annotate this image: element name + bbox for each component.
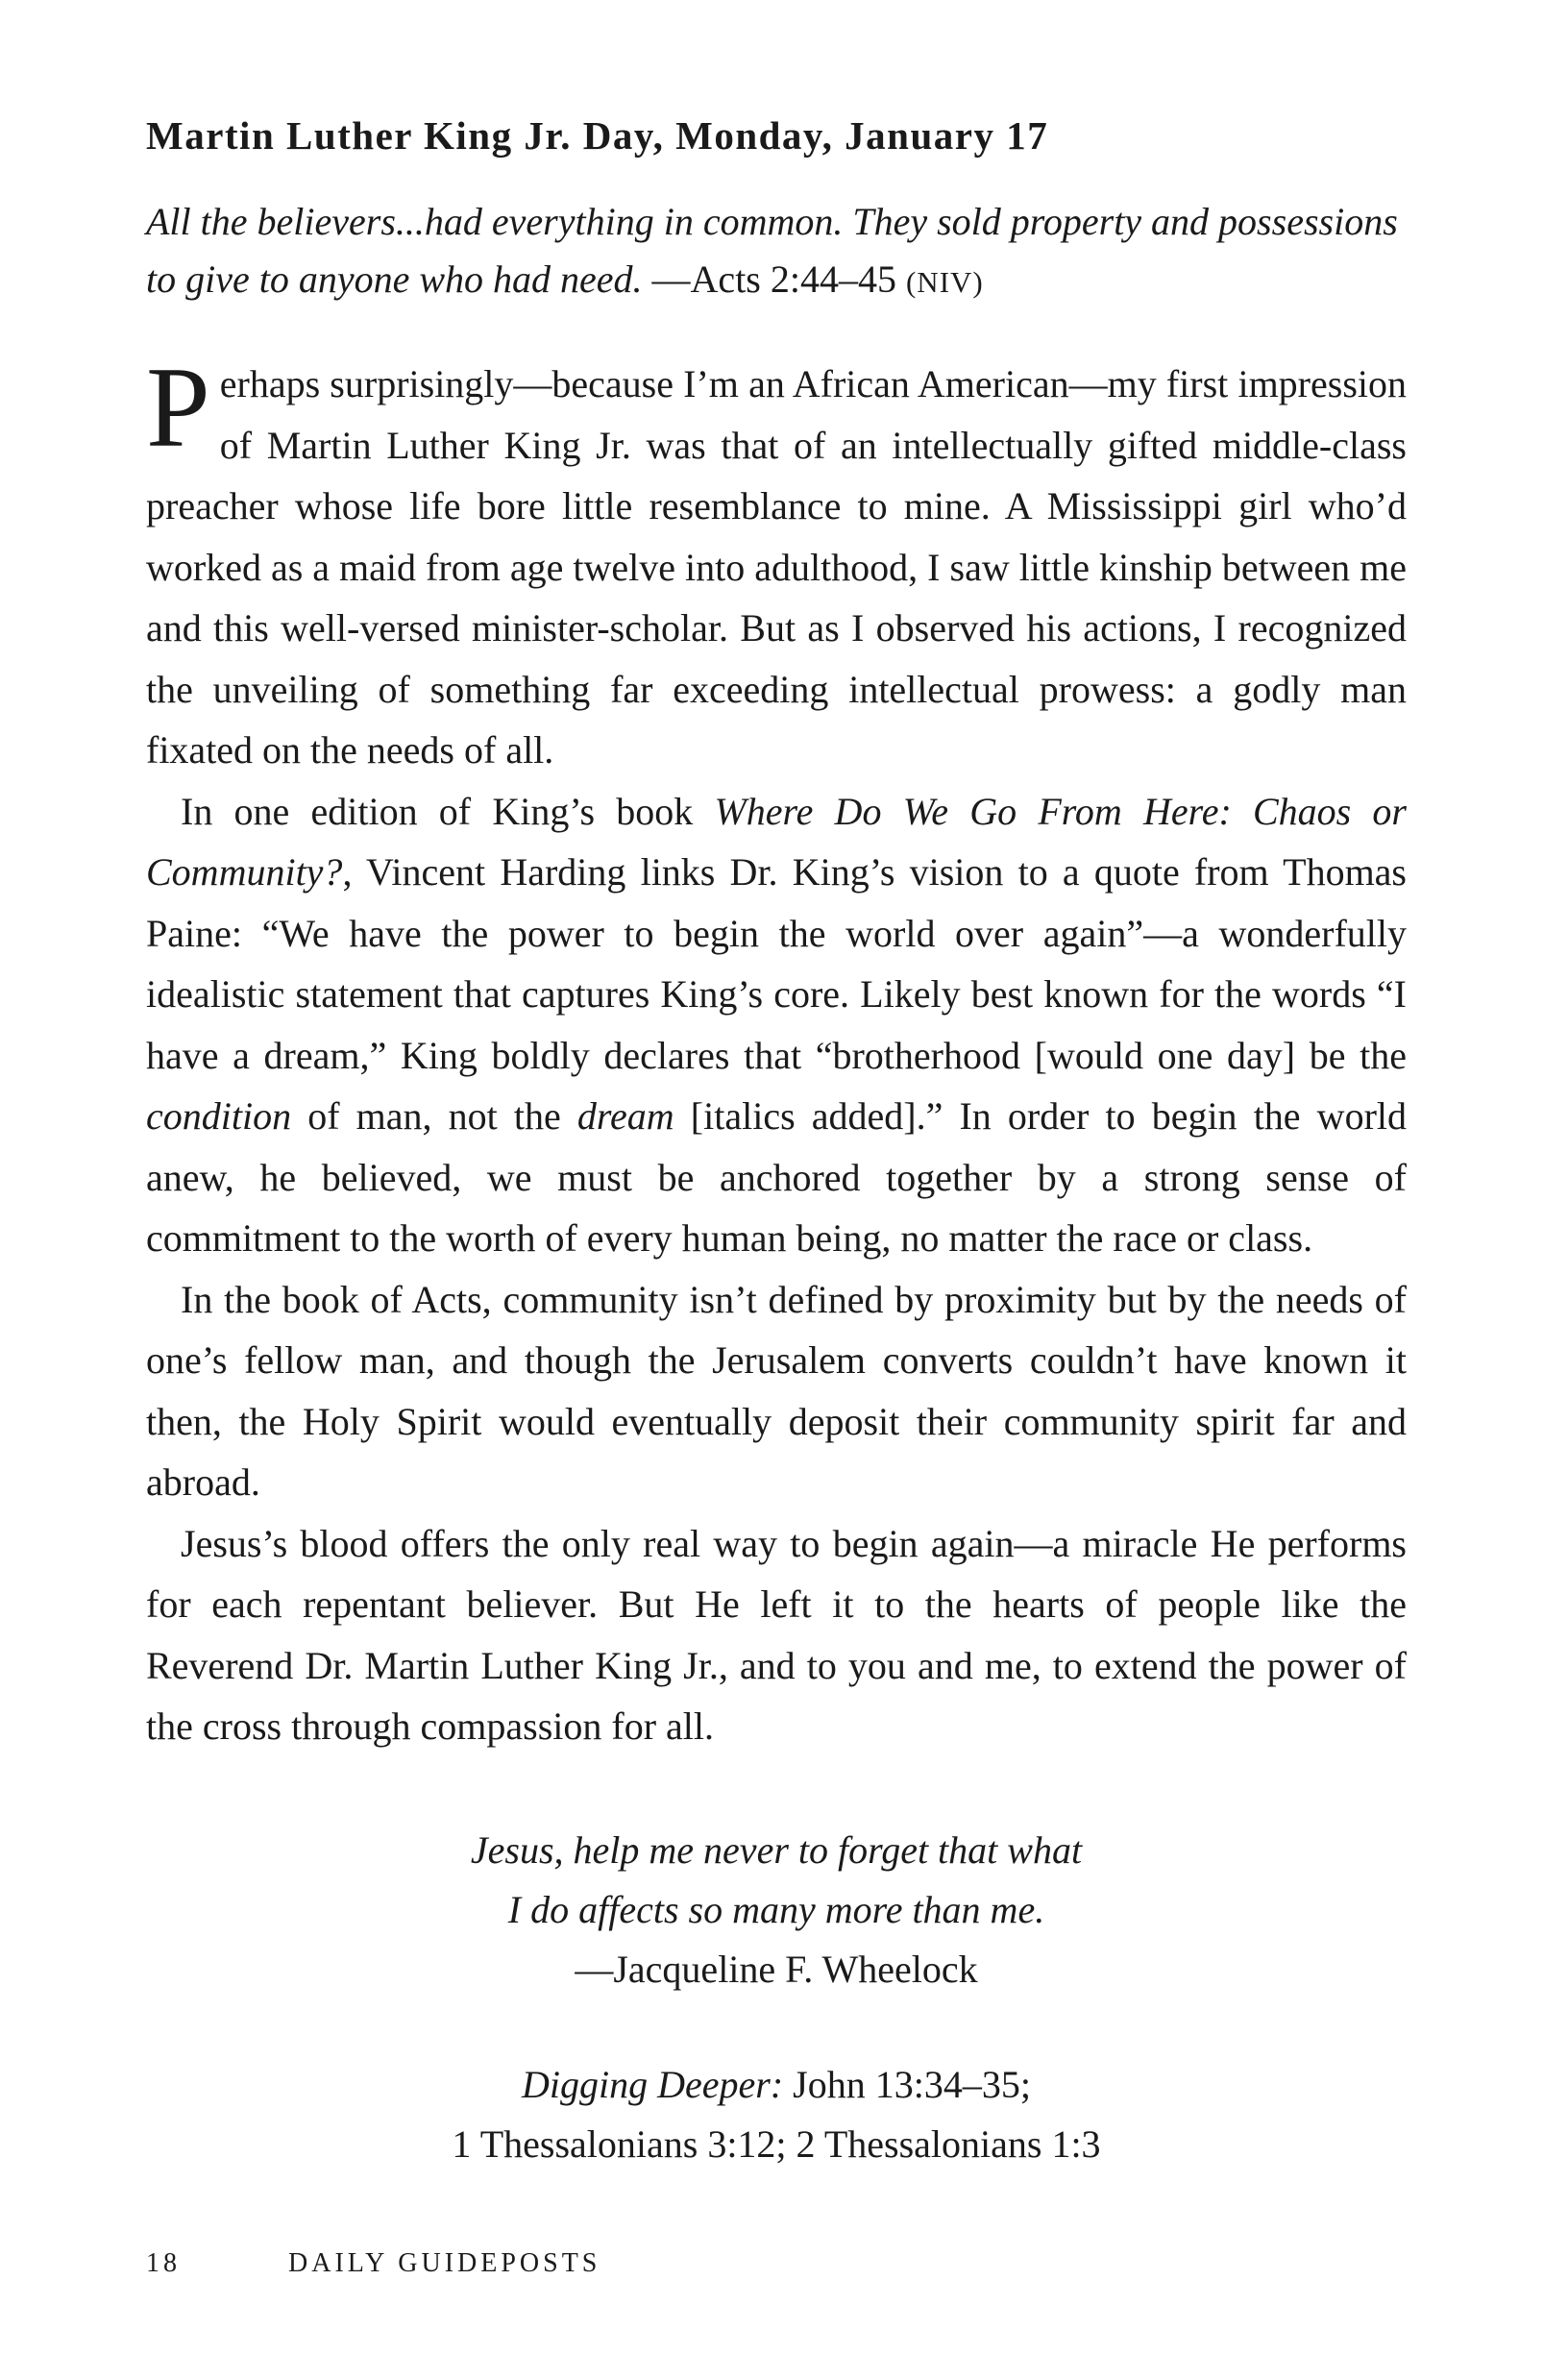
devotional-page: [146, 110, 1407, 2174]
body-paragraph-2-text-a: In one edition of King’s book: [181, 789, 715, 833]
prayer-author: —Jacqueline F. Wheelock: [575, 1947, 978, 1991]
body-paragraph-4: Jesus’s blood offers the only real way to begin again—a miracle He performs for each repentant believer. But He left it to the hearts of people like the Reverend Dr. Martin Luther King Jr., and to you and me, to extend the power of the cross through compassion for all.: [146, 1521, 1407, 1748]
digging-deeper-refs-1: John 13:34–35;: [783, 2062, 1031, 2106]
emphasis-condition: condition: [146, 1094, 292, 1138]
scripture-epigraph: [146, 193, 1407, 311]
page-title: Martin Luther King Jr. Day, Monday, January 17: [146, 113, 1049, 158]
scripture-verse: All the believers...had everything in common. They sold property and possessions to give to anyone who had need.: [146, 200, 1398, 301]
publication-name: DAILY GUIDEPOSTS: [288, 2248, 601, 2278]
digging-deeper-line-1: [146, 2055, 1407, 2115]
page-number: 18: [146, 2248, 181, 2278]
prayer-line-1: Jesus, help me never to forget that what: [470, 1827, 1083, 1872]
body-paragraph-1: [146, 343, 1407, 781]
emphasis-dream: dream: [576, 1094, 674, 1138]
digging-deeper: [146, 2055, 1407, 2174]
body-paragraph-3: In the book of Acts, community isn’t defined by proximity but by the needs of one’s fellow man, and though the Jerusalem converts couldn’t have known it then, the Holy Spirit would eventually deposit their community spirit far and abroad.: [146, 1277, 1407, 1504]
body-paragraph-1-text: erhaps surprisingly—because I’m an African American—my first impression of Martin Luther King Jr. was that of an intellectually gifted middle-class preacher whose life bore little resemblance to mine. A Mississippi girl who’d worked as a maid from age twelve into adulthood, I saw little kinship between me and this well-versed minister-scholar. But as I observed his actions, I recognized the unveiling of something far exceeding intellectual prowess: a godly man fixated on the needs of all.: [146, 362, 1407, 772]
digging-deeper-label: Digging Deeper:: [522, 2062, 784, 2106]
body-paragraph-2-text-d: [italics added].” In order to begin the world anew, he believed, we must be anchored together by a strong sense of commitment to the worth of every human being, no matter the race or class.: [146, 1094, 1408, 1260]
drop-cap: P: [146, 343, 210, 471]
body-paragraph-2: [146, 781, 1407, 1269]
prayer: [146, 1821, 1407, 1999]
body-paragraph-2-text-b: , Vincent Harding links Dr. King’s vision to a quote from Thomas Paine: “We have the power to begin the world over again”—a wonderfully idealistic statement that captures King’s core. Likely best known for the words “I have a dream,” King boldly declares that “brotherhood [would one day] be the: [146, 850, 1407, 1077]
book-title: Where Do We Go From Here: Chaos or Community?: [146, 789, 1407, 894]
body-paragraph-2-text-c: of man, not the: [291, 1094, 577, 1138]
prayer-line-2: I do affects so many more than me.: [507, 1887, 1045, 1931]
digging-deeper-line-2: 1 Thessalonians 3:12; 2 Thessalonians 1:3: [452, 2121, 1101, 2166]
scripture-reference: —Acts 2:44–45: [642, 257, 906, 301]
scripture-version: (NIV): [905, 265, 984, 299]
page-footer: [146, 2248, 600, 2279]
